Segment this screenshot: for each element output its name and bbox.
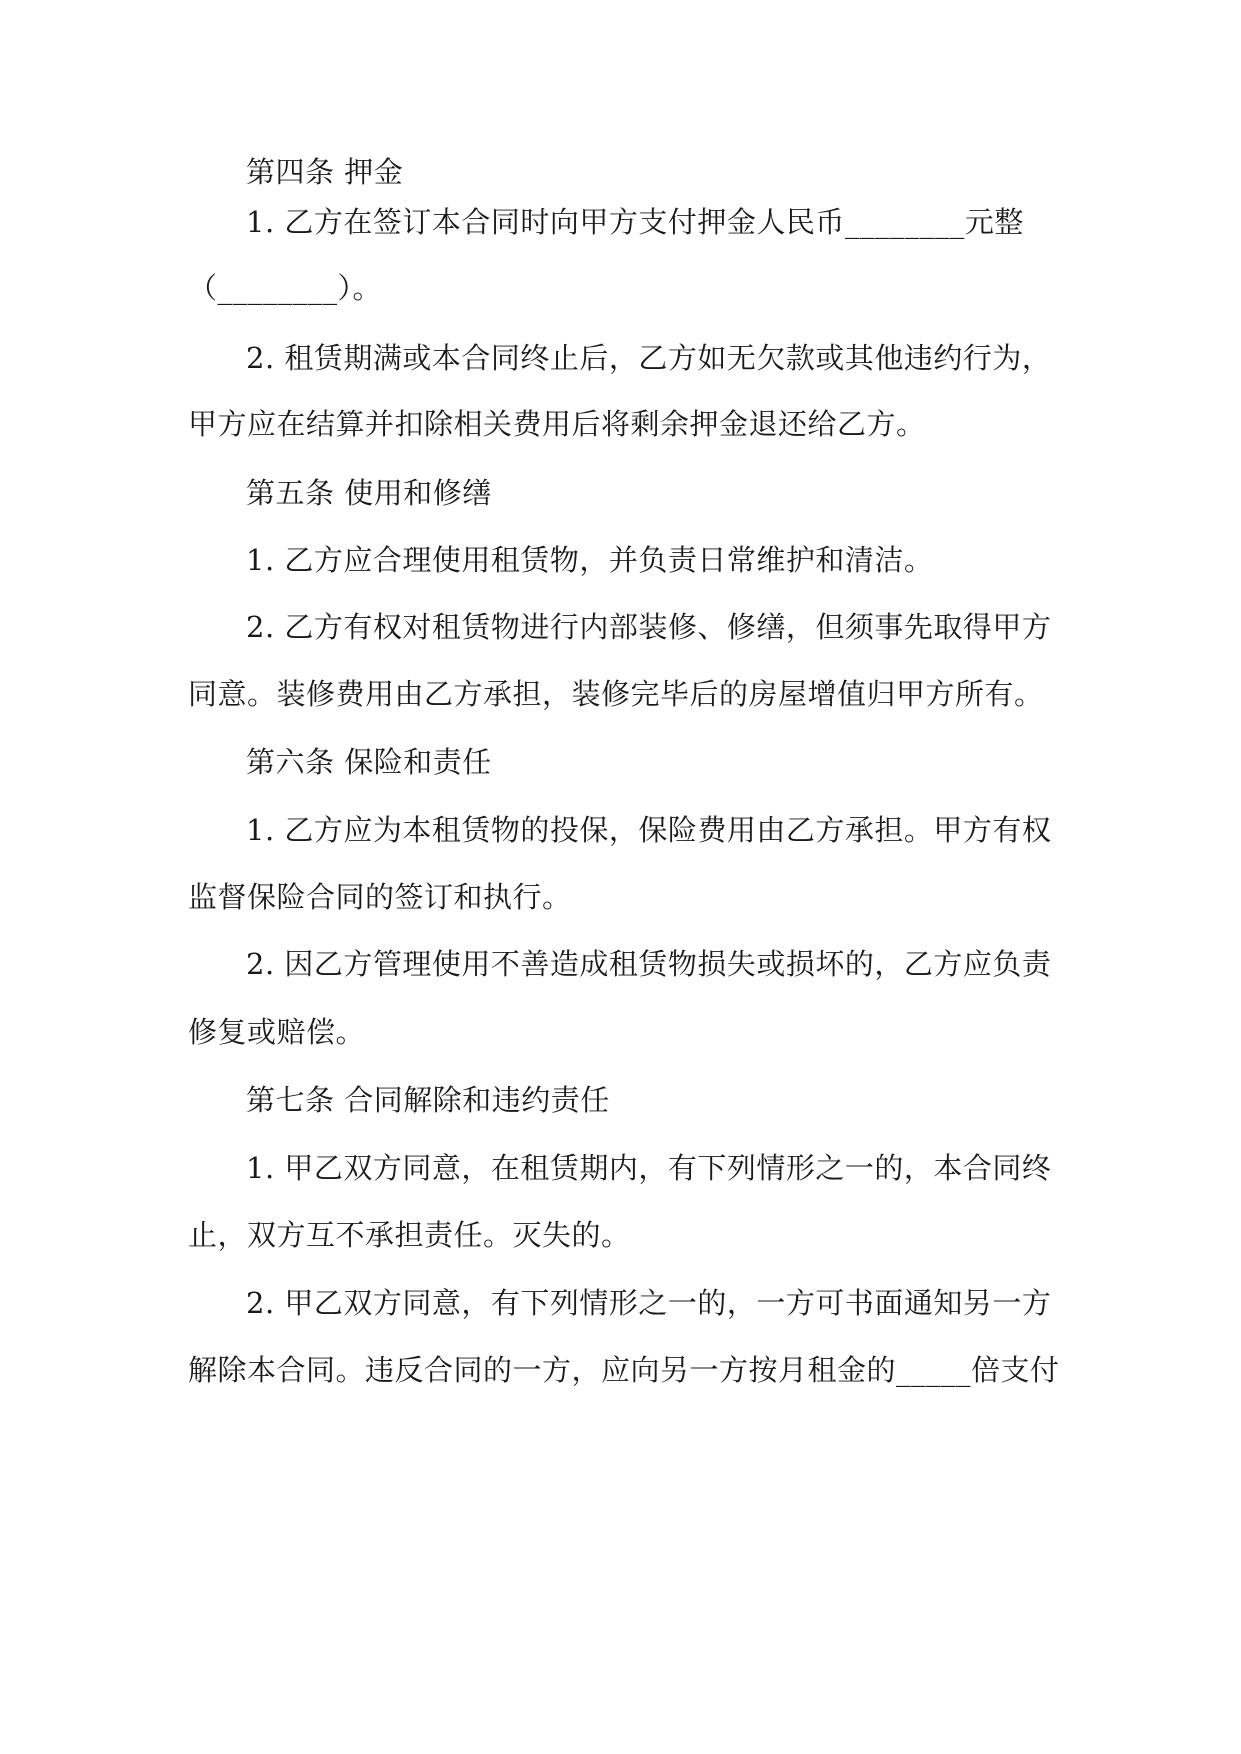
article-4-heading: 第四条 押金 bbox=[246, 155, 404, 189]
article-4-clause-2-line-1: 2. 租赁期满或本合同终止后，乙方如无欠款或其他违约行为， bbox=[246, 341, 1052, 375]
article-6-clause-2-line-1: 2. 因乙方管理使用不善造成租赁物损失或损坏的，乙方应负责 bbox=[246, 947, 1052, 981]
article-7-clause-2-line-1: 2. 甲乙双方同意，有下列情形之一的，一方可书面通知另一方 bbox=[246, 1286, 1052, 1320]
article-4-clause-1-line-2: （________）。 bbox=[188, 271, 383, 305]
article-7-clause-1-line-1: 1. 甲乙双方同意，在租赁期内，有下列情形之一的，本合同终 bbox=[246, 1151, 1052, 1185]
article-4-clause-1-line-1: 1. 乙方在签订本合同时向甲方支付押金人民币________元整 bbox=[246, 205, 1024, 239]
article-5-clause-2-line-1: 2. 乙方有权对租赁物进行内部装修、修缮，但须事先取得甲方 bbox=[246, 610, 1052, 644]
article-7-clause-2-line-2: 解除本合同。违反合同的一方，应向另一方按月租金的_____倍支付 bbox=[188, 1353, 1060, 1387]
article-5-heading: 第五条 使用和修缮 bbox=[246, 476, 492, 510]
article-6-clause-1-line-2: 监督保险合同的签订和执行。 bbox=[188, 880, 572, 914]
article-7-clause-1-line-2: 止，双方互不承担责任。灭失的。 bbox=[188, 1218, 631, 1252]
article-7-heading: 第七条 合同解除和违约责任 bbox=[246, 1083, 610, 1117]
article-6-clause-2-line-2: 修复或赔偿。 bbox=[188, 1015, 366, 1049]
article-5-clause-1: 1. 乙方应合理使用租赁物，并负责日常维护和清洁。 bbox=[246, 543, 934, 577]
article-4-clause-2-line-2: 甲方应在结算并扣除相关费用后将剩余押金退还给乙方。 bbox=[188, 407, 926, 441]
article-5-clause-2-line-2: 同意。装修费用由乙方承担，装修完毕后的房屋增值归甲方所有。 bbox=[188, 677, 1044, 711]
article-6-clause-1-line-1: 1. 乙方应为本租赁物的投保，保险费用由乙方承担。甲方有权 bbox=[246, 813, 1052, 847]
article-6-heading: 第六条 保险和责任 bbox=[246, 745, 492, 779]
